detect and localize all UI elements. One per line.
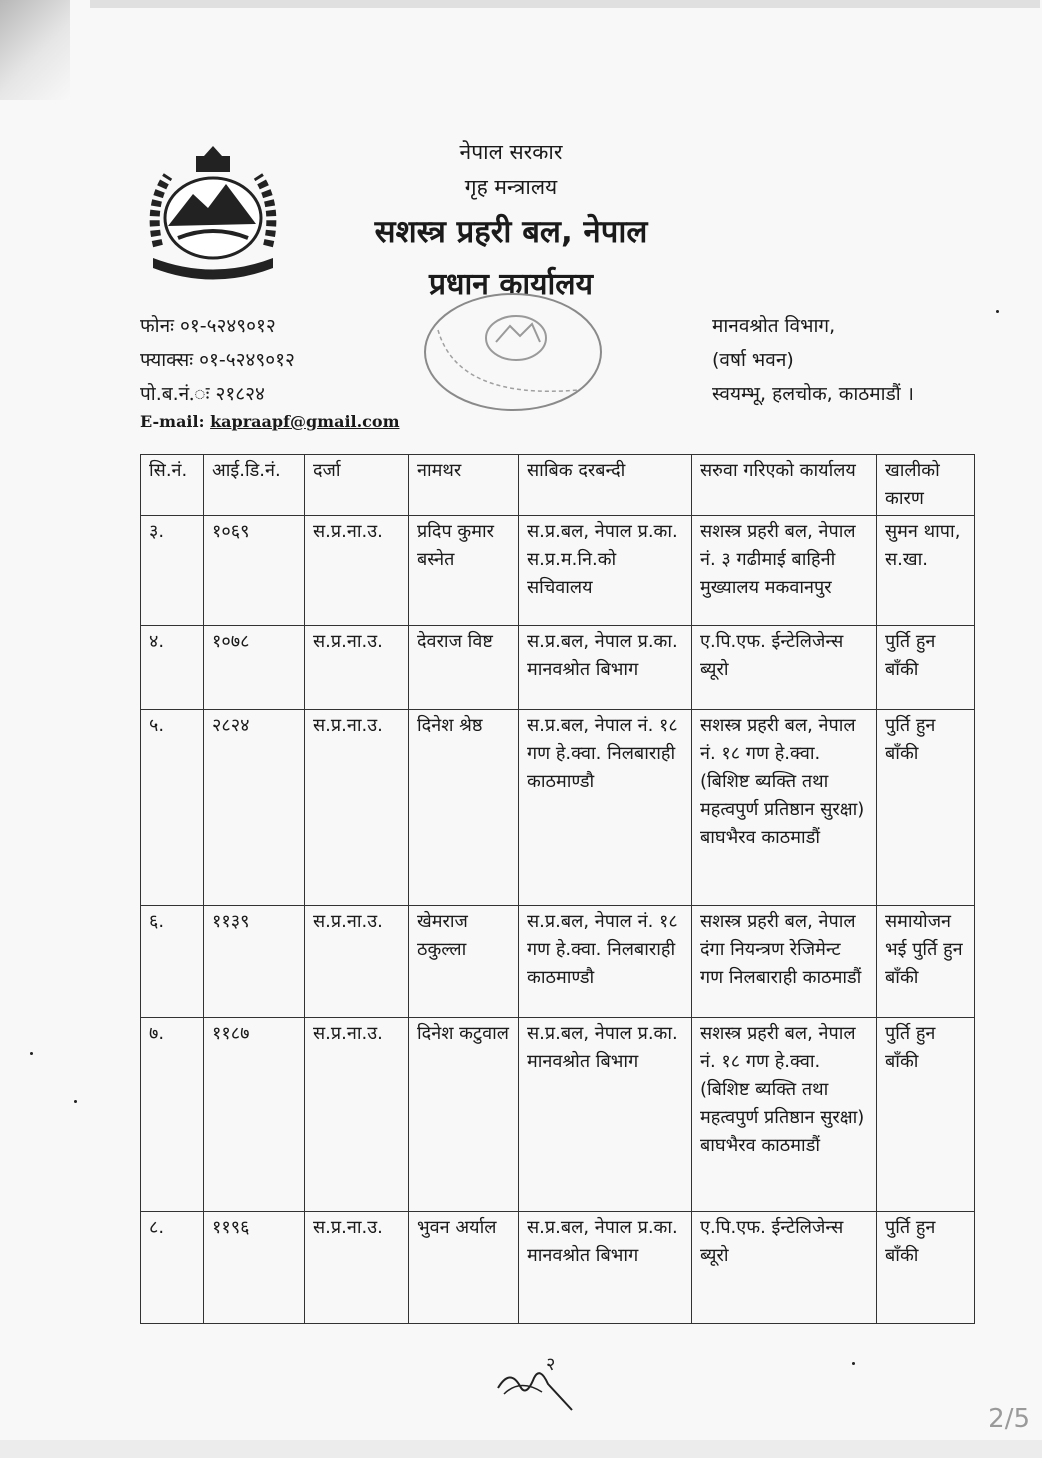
table-row — [141, 626, 975, 710]
department-building: (वर्षा भवन) — [712, 349, 794, 371]
column-header-transferred-office: सरुवा गरिएको कार्यालय — [692, 455, 877, 516]
column-header-name: नामथर — [409, 455, 519, 516]
cell-rank: स.प्र.ना.उ. — [305, 906, 409, 1018]
cell-sn: ६. — [141, 906, 204, 1018]
scan-speck — [996, 310, 999, 313]
office-name: प्रधान कार्यालय — [428, 267, 594, 302]
column-header-previous-post: साबिक दरबन्दी — [519, 455, 692, 516]
cell-previous-post: स.प्र.बल, नेपाल नं. १८ गण हे.क्वा. निलबाराही काठमाण्डौ — [519, 710, 692, 906]
cell-previous-post: स.प्र.बल, नेपाल नं. १८ गण हे.क्वा. निलबाराही काठमाण्डौ — [519, 906, 692, 1018]
cell-id: ११३९ — [204, 906, 305, 1018]
cell-id: २८२४ — [204, 710, 305, 906]
cell-previous-post: स.प्र.बल, नेपाल प्र.का. स.प्र.म.नि.को सचिवालय — [519, 516, 692, 626]
table-header-row — [141, 455, 975, 516]
cell-sn: ७. — [141, 1018, 204, 1212]
table-row — [141, 516, 975, 626]
email-label: E-mail: — [140, 412, 205, 431]
cell-previous-post: स.प्र.बल, नेपाल प्र.का. मानवश्रोत बिभाग — [519, 626, 692, 710]
table-row — [141, 1018, 975, 1212]
cell-transferred-office: सशस्त्र प्रहरी बल, नेपाल दंगा नियन्त्रण रेजिमेन्ट गण निलबाराही काठमाडौं — [692, 906, 877, 1018]
cell-id: १०७८ — [204, 626, 305, 710]
cell-vacancy-reason: सुमन थापा, स.खा. — [877, 516, 975, 626]
cell-vacancy-reason: पुर्ति हुन बाँकी — [877, 626, 975, 710]
cell-rank: स.प्र.ना.उ. — [305, 626, 409, 710]
cell-id: १०६९ — [204, 516, 305, 626]
cell-rank: स.प्र.ना.उ. — [305, 1018, 409, 1212]
cell-sn: ४. — [141, 626, 204, 710]
cell-id: ११९६ — [204, 1212, 305, 1324]
cell-vacancy-reason: समायोजन भई पुर्ति हुन बाँकी — [877, 906, 975, 1018]
cell-vacancy-reason: पुर्ति हुन बाँकी — [877, 1018, 975, 1212]
po-box: पो.ब.नं.ः २१८२४ — [140, 383, 265, 405]
cell-vacancy-reason: पुर्ति हुन बाँकी — [877, 1212, 975, 1324]
phone-number: फोनः ०१-५२४९०१२ — [140, 315, 276, 337]
scan-edge — [90, 0, 1040, 8]
cell-sn: ५. — [141, 710, 204, 906]
signature-icon — [490, 1348, 580, 1418]
cell-name: दिनेश श्रेष्ठ — [409, 710, 519, 906]
cell-sn: ३. — [141, 516, 204, 626]
cell-transferred-office: ए.पि.एफ. ईन्टेलिजेन्स ब्यूरो — [692, 1212, 877, 1324]
cell-transferred-office: सशस्त्र प्रहरी बल, नेपाल नं. १८ गण हे.क्वा. (बिशिष्ट ब्यक्ति तथा महत्वपुर्ण प्रतिष्ठान सुरक्षा) बाघभैरव काठमाडौं — [692, 1018, 877, 1212]
office-stamp-icon — [418, 290, 608, 420]
cell-name: देवराज विष्ट — [409, 626, 519, 710]
email-link[interactable]: kapraapf@gmail.com — [210, 412, 400, 431]
cell-rank: स.प्र.ना.उ. — [305, 516, 409, 626]
table-row — [141, 1212, 975, 1324]
column-header-rank: दर्जा — [305, 455, 409, 516]
email-line — [140, 412, 400, 431]
cell-name: दिनेश कटुवाल — [409, 1018, 519, 1212]
cell-previous-post: स.प्र.बल, नेपाल प्र.का. मानवश्रोत बिभाग — [519, 1018, 692, 1212]
page-indicator: 2/5 — [988, 1404, 1030, 1434]
organization-name: सशस्त्र प्रहरी बल, नेपाल — [374, 214, 648, 250]
cell-transferred-office: सशस्त्र प्रहरी बल, नेपाल नं. ३ गढीमाई बाहिनी मुख्यालय मकवानपुर — [692, 516, 877, 626]
government-name: नेपाल सरकार — [459, 140, 563, 164]
table-row — [141, 906, 975, 1018]
fax-number: फ्याक्सः ०१-५२४९०१२ — [140, 349, 295, 371]
cell-id: ११८७ — [204, 1018, 305, 1212]
scan-speck — [30, 1052, 33, 1055]
cell-sn: ८. — [141, 1212, 204, 1324]
table-row — [141, 710, 975, 906]
cell-transferred-office: ए.पि.एफ. ईन्टेलिजेन्स ब्यूरो — [692, 626, 877, 710]
scan-speck — [74, 1100, 77, 1103]
cell-previous-post: स.प्र.बल, नेपाल प्र.का. मानवश्रोत बिभाग — [519, 1212, 692, 1324]
column-header-vacancy-reason: खालीको कारण — [877, 455, 975, 516]
cell-name: खेमराज ठकुल्ला — [409, 906, 519, 1018]
cell-name: प्रदिप कुमार बस्नेत — [409, 516, 519, 626]
transfer-table — [140, 454, 975, 1324]
column-header-sn: सि.नं. — [141, 455, 204, 516]
signature-mark: २ — [546, 1354, 556, 1375]
cell-rank: स.प्र.ना.उ. — [305, 710, 409, 906]
page-fold-shadow — [0, 0, 70, 100]
column-header-id: आई.डि.नं. — [204, 455, 305, 516]
department-address: स्वयम्भू, हलचोक, काठमाडौं । — [712, 383, 914, 405]
department-name: मानवश्रोत विभाग, — [712, 315, 836, 337]
cell-transferred-office: सशस्त्र प्रहरी बल, नेपाल नं. १८ गण हे.क्वा. (बिशिष्ट ब्यक्ति तथा महत्वपुर्ण प्रतिष्ठान सुरक्षा) बाघभैरव काठमाडौं — [692, 710, 877, 906]
cell-vacancy-reason: पुर्ति हुन बाँकी — [877, 710, 975, 906]
ministry-name: गृह मन्त्रालय — [464, 175, 558, 199]
cell-name: भुवन अर्याल — [409, 1212, 519, 1324]
cell-rank: स.प्र.ना.उ. — [305, 1212, 409, 1324]
scan-speck — [852, 1362, 855, 1365]
